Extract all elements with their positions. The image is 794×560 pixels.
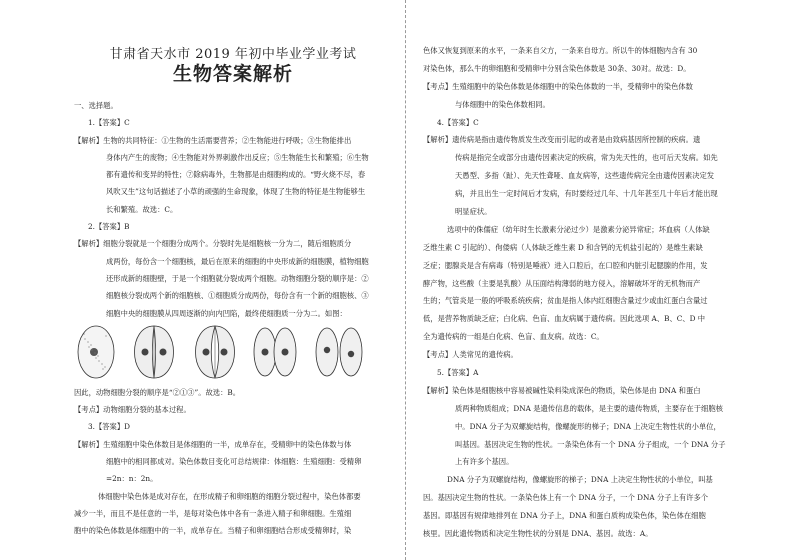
left-text-line: 1.【答案】C [88,118,130,128]
right-text-line: 与体细胞中的染色体数相同。 [455,99,550,109]
cell-division-figure [74,322,392,384]
left-text-line: 【解析】生物的共同特征：①生物的生活需要营养；②生物能进行呼吸；③生物能排出 [74,135,352,145]
document-title: 生物答案解析 [172,63,293,85]
right-text-line: 质两种物质组成；DNA 是遗传信息的载体，是主要的遗传物质，主要存在于细胞核 [455,403,723,413]
right-text-line: 5.【答案】A [437,368,479,378]
left-text-line: 减少一半，而且不是任意的一半，是每对染色体中各有一条进入精子和卵细胞。生殖细 [74,508,352,518]
left-text-line: 体细胞中染色体是成对存在，在形成精子和卵细胞的细胞分裂过程中，染色体都要 [98,491,361,501]
left-text-line: 长和繁殖。故选：C。 [106,204,178,214]
right-text-line: 对染色体，那么牛的卵细胞和受精卵中分别含染色体数是 30条、30对。故选：D。 [423,63,691,73]
left-text-line: =2n：n：2n。 [106,474,158,484]
left-text-body [74,97,392,540]
left-text-line: 【考点】动物细胞分裂的基本过程。 [74,405,191,415]
left-text-line: 细胞中的相同都成对。染色体数目变化可总结规律：体细胞：生殖细胞：受精卵 [106,457,362,467]
right-text-line: 【解析】染色体是细胞核中容易被碱性染料染成深色的物质，染色体是由 DNA 和蛋白 [423,385,701,395]
right-text-line: 基因。即基因有规律地排列在 DNA 分子上，DNA 和蛋白质构成染色体，染色体在细胞 [423,511,706,521]
cell-stage-3 [196,326,235,378]
right-text-line: DNA 分子为双螺旋结构，像螺旋形的梯子；DNA 上决定生物性状的小单位，叫基 [447,475,713,485]
left-text-line: 都有遗传和变异的特性；⑦除病毒外，生物都是由细胞构成的。“野火烧不尽，春 [106,170,366,180]
left-text-line: 因此，动物细胞分裂的顺序是“②①③”。故选：B。 [74,387,241,397]
left-text-line: 还形成新的细胞壁，于是一个细胞就分裂成两个细胞。动物细胞分裂的顺序是：② [106,273,369,283]
right-text-line: 上有许多个基因。 [455,457,514,467]
cell-division-stages-svg [74,322,392,382]
right-text-line: 天愚型、多指（趾）、先天性聋哑、血友病等，这些遗传病完全由遗传因素决定发 [455,171,715,181]
right-text-line: 叫基因。基因决定生物的性状。一条染色体有一个 DNA 分子组成，一个 DNA 分子 [455,439,726,449]
page-fold-divider [405,0,406,560]
right-text-line: 4.【答案】C [437,117,479,127]
right-text-line: 乏维生素 C 引起的）、佝偻病（人体缺乏维生素 D 和含钙的无机盐引起的）是维生素缺 [423,242,703,252]
left-text-line: 3.【答案】D [88,422,130,432]
left-text-line: 身体内产生的废物；④生物能对外界刺激作出反应；⑤生物能生长和繁殖；⑥生物 [106,152,369,162]
right-text-line: 低，是营养物质缺乏症；白化病、色盲、血友病属于遗传病。因此选项 A、B、C、D 中 [423,314,706,324]
left-text-line: 细胞核分裂成两个新的细胞核、①细胞质分成两份，每份含有一个新的细胞核、③ [106,291,369,301]
right-text-line: 【考点】生殖细胞中的染色体数是体细胞中的染色体数的一半，受精卵中的染色体数 [423,81,693,91]
left-text-line: 细胞中央的细胞膜从四周逐渐的向内凹陷，最终使细胞质一分为二。如图： [106,308,347,318]
left-text-line: 成两份，每份含一个细胞核，最后在原来的细胞的中央形成新的细胞膜，植物细胞 [106,256,369,266]
right-text-line: 乏症；腮腺炎是含有病毒（特别是唾液）进入口腔后，在口腔和内脏引起腮腺的作用，发 [423,260,708,270]
left-text-line: 风吹又生”这句话描述了小草的顽强的生命现象，体现了生物的特征是生物能够生 [106,187,366,197]
cell-stage-2 [135,326,174,378]
right-text-line: 传病是指完全或部分由遗传因素决定的疾病，常为先天性的，也可后天发病。如先 [455,153,718,163]
right-text-line: 色体又恢复到原来的水平，一条来自父方，一条来自母方。所以牛的体细胞内含有 30 [423,46,698,55]
right-text-line: 因。基因决定生物的性状。一条染色体上有一个 DNA 分子，一个 DNA 分子上有许多个 [423,493,709,503]
right-text-line: 全为遗传病的一组是白化病、色盲、血友病。故选：C。 [423,332,604,342]
right-text-line: 明显症状。 [455,207,492,217]
left-text-line: 【解析】生殖细胞中染色体数目是体细胞的一半，成单存在，受精卵中的染色体数与体 [74,439,352,449]
cell-stage-5 [316,328,362,376]
left-text-line: 一、选择题。 [74,101,118,110]
left-text-line: 【解析】细胞分裂就是一个细胞分成两个。分裂时先是细胞核一分为二，随后细胞质分 [74,239,352,249]
right-text-body [423,42,778,543]
right-text-line: 病，并且出生一定时间后才发病，有时要经过几年、十几年甚至几十年后才能出现 [455,189,718,199]
left-text-line: 2.【答案】B [88,222,130,232]
left-text-line: 胞中的染色体数是体细胞中的一半，成单存在。当精子和卵细胞结合形成受精卵时，染 [74,526,352,536]
exam-title: 甘肃省天水市 2019 年初中毕业学业考试 [109,47,357,62]
right-text-line: 酵产物，这些酸（主要是乳酸）从压面结构薄弱的地方侵入，溶解破坏牙的无机物而产 [423,278,701,288]
right-text-line: 选项中的侏儒症（幼年时生长激素分泌过少）是激素分泌异常症；坏血病（人体缺 [447,224,710,234]
right-text-line: 核里。因此遗传物质和决定生物性状的分别是 DNA、基因。故选：A。 [423,529,653,539]
right-text-line: 生的；气管炎是一般的呼吸系统疾病；贫血是指人体内红细胞含量过少或血红蛋白含量过 [423,296,708,306]
right-text-line: 【解析】遗传病是指由遗传物质发生改变而引起的或者是由致病基因所控制的疾病。遗 [423,135,701,145]
cell-stage-1 [78,326,114,378]
cell-stage-4 [254,328,296,376]
right-text-line: 【考点】人类常见的遗传病。 [423,350,518,360]
right-text-line: 中。DNA 分子为双螺旋结构，像螺旋形的梯子；DNA 上决定生物性状的小单位， [455,421,721,431]
